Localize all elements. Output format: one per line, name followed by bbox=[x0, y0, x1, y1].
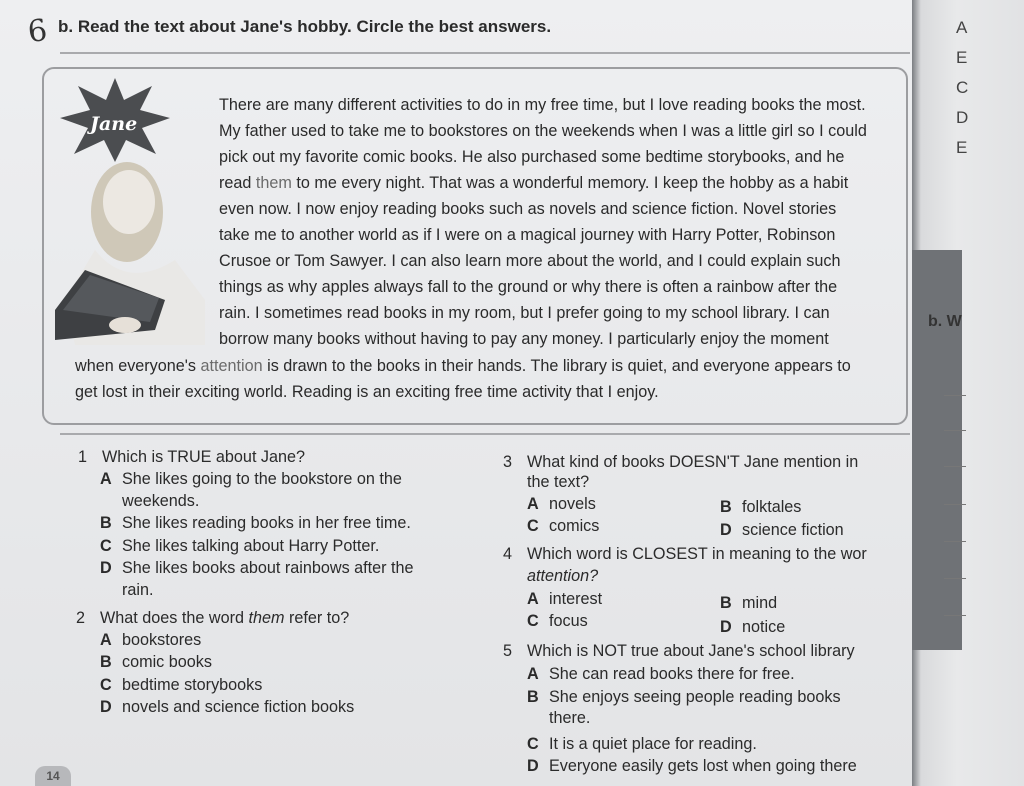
option-text: interest bbox=[549, 590, 603, 608]
question-number: 4 bbox=[503, 545, 513, 563]
adjacent-answer-line bbox=[944, 541, 966, 542]
q4-option-d[interactable] bbox=[720, 618, 785, 637]
passage-line: My father used to take me to bookstores on the weekends when I was a little girl so I could bbox=[219, 122, 867, 140]
option-text: novels bbox=[549, 495, 596, 513]
q3-option-b[interactable] bbox=[720, 498, 801, 517]
option-letter: D bbox=[527, 757, 539, 775]
q3-option-d[interactable] bbox=[720, 521, 844, 540]
adjacent-answer-line bbox=[944, 504, 966, 505]
question-number: 1 bbox=[78, 448, 88, 466]
adjacent-answer-line bbox=[944, 395, 966, 396]
page-number: 14 bbox=[35, 766, 71, 786]
highlighted-word-them: them bbox=[255, 174, 292, 192]
q1-option-c[interactable] bbox=[100, 537, 379, 556]
adjacent-letter: C bbox=[956, 78, 969, 97]
passage-line: Crusoe or Tom Sawyer. I can also learn more about the world, and I could explain such bbox=[219, 252, 841, 270]
adjacent-answer-line bbox=[944, 430, 966, 431]
option-letter: A bbox=[100, 631, 112, 649]
handwritten-exercise-number: 6 bbox=[25, 12, 50, 51]
question-2 bbox=[76, 609, 349, 628]
option-letter: D bbox=[720, 618, 732, 636]
option-text: folktales bbox=[742, 498, 802, 516]
question-4-continued: attention? bbox=[527, 567, 599, 585]
question-text: Which is NOT true about Jane's school library bbox=[527, 642, 855, 660]
adjacent-answer-line bbox=[944, 578, 966, 579]
q2-option-a[interactable] bbox=[100, 631, 201, 650]
passage-line: get lost in their exciting world. Reading is an exciting free time activity that I enjoy. bbox=[75, 383, 659, 401]
option-text: comic books bbox=[122, 653, 212, 671]
question-italic-word: them bbox=[248, 609, 285, 627]
question-text: What kind of books DOESN'T Jane mention in bbox=[527, 453, 859, 471]
q5-option-b-continued: there. bbox=[549, 709, 591, 727]
q2-option-d[interactable] bbox=[100, 698, 354, 717]
adjacent-page-shadow bbox=[912, 250, 962, 650]
question-text: Which word is CLOSEST in meaning to the wor bbox=[527, 545, 867, 563]
option-letter: A bbox=[527, 495, 539, 513]
question-text: refer to? bbox=[288, 609, 350, 627]
q2-option-b[interactable] bbox=[100, 653, 212, 672]
question-1 bbox=[78, 448, 305, 467]
option-letter: B bbox=[100, 514, 112, 532]
option-letter: A bbox=[527, 665, 539, 683]
option-text: mind bbox=[742, 594, 778, 612]
passage-text: when everyone's bbox=[75, 357, 196, 375]
option-text: comics bbox=[549, 517, 600, 535]
passage-text: read bbox=[219, 174, 252, 192]
q5-option-d[interactable] bbox=[527, 757, 857, 776]
question-number: 2 bbox=[76, 609, 86, 627]
adjacent-letter: E bbox=[956, 48, 968, 67]
q3-option-c[interactable] bbox=[527, 517, 599, 536]
question-number: 5 bbox=[503, 642, 513, 660]
adjacent-letter: D bbox=[956, 108, 969, 127]
passage-line bbox=[75, 357, 851, 376]
q1-option-d-continued: rain. bbox=[122, 581, 154, 599]
q1-option-d[interactable] bbox=[100, 559, 414, 578]
question-text: Which is TRUE about Jane? bbox=[102, 448, 306, 466]
option-letter: B bbox=[100, 653, 112, 671]
q1-option-a-continued: weekends. bbox=[122, 492, 200, 510]
option-text: bedtime storybooks bbox=[122, 676, 263, 694]
q4-option-b[interactable] bbox=[720, 594, 777, 613]
passage-line: pick out my favorite comic books. He also purchased some bedtime storybooks, and he bbox=[219, 148, 845, 166]
q5-option-b[interactable] bbox=[527, 688, 841, 707]
option-letter: D bbox=[100, 698, 112, 716]
option-text: science fiction bbox=[742, 521, 844, 539]
q5-option-c[interactable] bbox=[527, 735, 757, 754]
passage-line: take me to another world as if I were on a magical journey with Harry Potter, Robinson bbox=[219, 226, 836, 244]
question-4 bbox=[503, 545, 867, 564]
option-text: It is a quiet place for reading. bbox=[549, 735, 757, 753]
question-3-continued: the text? bbox=[527, 473, 590, 491]
option-letter: C bbox=[100, 537, 112, 555]
jane-name-label: Jane bbox=[90, 113, 138, 135]
option-letter: A bbox=[527, 590, 539, 608]
option-text: novels and science fiction books bbox=[122, 698, 355, 716]
passage-line: borrow many books without having to pay any money. I particularly enjoy the moment bbox=[219, 330, 829, 348]
q4-option-a[interactable] bbox=[527, 590, 602, 609]
q1-option-a[interactable] bbox=[100, 470, 402, 489]
option-text: She likes going to the bookstore on the bbox=[122, 470, 402, 488]
option-letter: C bbox=[527, 517, 539, 535]
option-letter: B bbox=[720, 498, 732, 516]
option-letter: C bbox=[527, 735, 539, 753]
option-text: focus bbox=[549, 612, 588, 630]
question-text: What does the word bbox=[100, 609, 244, 627]
bottom-rule bbox=[60, 433, 910, 435]
passage-line: There are many different activities to do in my free time, but I love reading books the most. bbox=[219, 96, 866, 114]
passage-line: things as why apples always fall to the ground or why there is often a rainbow after the bbox=[219, 278, 838, 296]
option-text: She can read books there for free. bbox=[549, 665, 795, 683]
passage-line: rain. I sometimes read books in my room, but I prefer going to my school library. I can bbox=[219, 304, 830, 322]
girl-reading-illustration bbox=[55, 150, 215, 345]
question-number: 3 bbox=[503, 453, 513, 471]
q1-option-b[interactable] bbox=[100, 514, 411, 533]
adjacent-letter: E bbox=[956, 138, 968, 157]
option-letter: C bbox=[527, 612, 539, 630]
top-rule bbox=[60, 52, 910, 54]
option-text: bookstores bbox=[122, 631, 202, 649]
option-letter: D bbox=[100, 559, 112, 577]
option-letter: C bbox=[100, 676, 112, 694]
q2-option-c[interactable] bbox=[100, 676, 262, 695]
option-letter: D bbox=[720, 521, 732, 539]
section-title: b. Read the text about Jane's hobby. Circle the best answers. bbox=[58, 17, 552, 36]
option-text: notice bbox=[742, 618, 786, 636]
option-text: Everyone easily gets lost when going there bbox=[549, 757, 857, 775]
question-3 bbox=[503, 453, 858, 472]
q4-option-c[interactable] bbox=[527, 612, 588, 631]
option-letter: A bbox=[100, 470, 112, 488]
adjacent-section-label: b. W bbox=[928, 313, 962, 330]
option-text: She likes talking about Harry Potter. bbox=[122, 537, 380, 555]
adjacent-answer-line bbox=[944, 466, 966, 467]
adjacent-letter: A bbox=[956, 18, 968, 37]
passage-line: even now. I now enjoy reading books such as novels and science fiction. Novel stories bbox=[219, 200, 837, 218]
option-letter: B bbox=[527, 688, 539, 706]
passage-text: to me every night. That was a wonderful memory. I keep the hobby as a habit bbox=[296, 174, 849, 192]
q3-option-a[interactable] bbox=[527, 495, 596, 514]
adjacent-answer-line bbox=[944, 615, 966, 616]
option-text: She enjoys seeing people reading books bbox=[549, 688, 841, 706]
q5-option-a[interactable] bbox=[527, 665, 795, 684]
passage-line bbox=[219, 174, 848, 193]
passage-text: is drawn to the books in their hands. The library is quiet, and everyone appears to bbox=[267, 357, 851, 375]
highlighted-word-attention: attention bbox=[200, 357, 263, 375]
option-letter: B bbox=[720, 594, 732, 612]
option-text: She likes reading books in her free time. bbox=[122, 514, 411, 532]
option-text: She likes books about rainbows after the bbox=[122, 559, 414, 577]
question-5 bbox=[503, 642, 855, 661]
